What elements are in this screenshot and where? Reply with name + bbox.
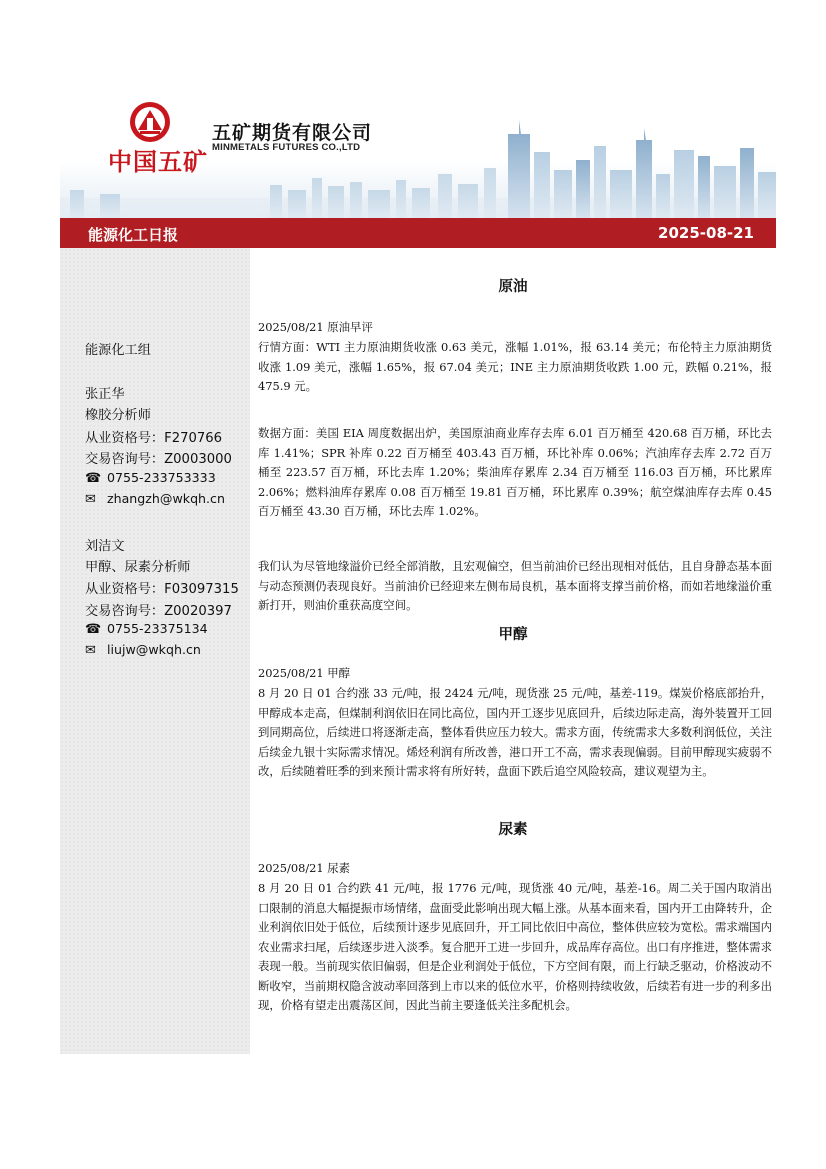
analyst-name: 刘洁文 [85, 539, 125, 554]
analyst-email-address[interactable]: liujw@wkqh.cn [107, 642, 201, 657]
analyst-email[interactable] [85, 491, 225, 507]
crude-oil-data-paragraph: 数据方面：美国 EIA 周度数据出炉，美国原油商业库存去库 6.01 百万桶至 420.68 百万桶，环比去库 1.41%；SPR 补库 0.22 百万桶至 403.43 百万桶，环比补库 0.06%；汽油库存去库 2.72 百万桶至 223.57 百万桶，环比去库 1.20%；柴油库存累库 2.34 百万桶至 116.03 百万桶，环比累库 2.06%；燃料油库存累库 0.08 百万桶至 19.81 百万桶，环比累库 0.39%；航空煤油库存去库 0.45 百万桶至 43.30 百万桶，环比去库 1.02%。 [258, 426, 772, 518]
report-body [250, 248, 776, 1054]
envelope-icon: ✉ [85, 492, 96, 507]
phone-icon: ☎ [85, 622, 102, 637]
section-title-crude-oil: 原油 [498, 279, 528, 295]
envelope-icon: ✉ [85, 643, 96, 658]
report-title-bar [60, 218, 776, 248]
urea-paragraph: 8 月 20 日 01 合约跌 41 元/吨，报 1776 元/吨，现货涨 40 元/吨，基差-16。周二关于国内取消出口限制的消息大幅提振市场情绪，盘面受此影响出现大幅上涨。从基本面来看，国内开工由降转升，企业利润依旧处于低位，后续预计逐步见底回升，开工同比依旧中高位，整体供应较为宽松。需求端国内农业需求扫尾，后续逐步进入淡季。复合肥开工进一步回升，成品库存高位。出口有序推进，整体需求表现一般。当前现实依旧偏弱，但是企业利润处于低位，下方空间有限，而上行缺乏驱动，价格波动不断收窄，当前期权隐含波动率回落到上市以来的低位水平，价格则持续收敛，后续若有进一步的利多出现，价格有望走出震荡区间，因此当前主要逢低关注多配机会。 [258, 881, 772, 1012]
analyst-role: 橡胶分析师 [85, 408, 151, 423]
analyst-consult-number: 交易咨询号：Z0020397 [85, 604, 232, 619]
methanol-paragraph: 8 月 20 日 01 合约涨 33 元/吨，报 2424 元/吨，现货涨 25 元/吨，基差-119。煤炭价格底部抬升，甲醇成本走高，但煤制利润依旧在同比高位，国内开工逐步见底回升，后续边际走高，海外装置开工回到同期高位，后续进口将逐渐走高，整体看供应压力较大。需求方面，传统需求大多数利润低位，关注后续金九银十实际需求情况。烯烃利润有所改善，港口开工不高，需求表现偏弱。目前甲醇现实疲弱不改，后续随着旺季的到来预计需求将有所好转，盘面下跌后追空风险较高，建议观望为主。 [258, 686, 772, 778]
phone-icon: ☎ [85, 471, 102, 486]
analyst-qualification: 从业资格号：F03097315 [85, 582, 239, 597]
logo-wordmark: 中国五矿 [108, 148, 208, 176]
report-header [60, 90, 776, 218]
company-name-en: MINMETALS FUTURES CO.,LTD [212, 142, 361, 153]
analyst-phone-number: 0755-23375134 [107, 621, 208, 636]
analyst-phone-number: 0755-233753333 [107, 470, 216, 485]
section-dateline: 2025/08/21 原油早评 [258, 320, 373, 334]
analyst-sidebar [60, 248, 250, 1054]
company-name-cn: 五矿期货有限公司 [212, 122, 373, 144]
analyst-qualification: 从业资格号：F270766 [85, 431, 223, 446]
analyst-email[interactable] [85, 642, 201, 658]
analyst-phone [85, 470, 216, 486]
crude-oil-market-paragraph: 行情方面：WTI 主力原油期货收涨 0.63 美元，涨幅 1.01%，报 63.14 美元；布伦特主力原油期货收涨 1.09 美元，涨幅 1.65%，报 67.04 美元；INE 主力原油期货收跌 1.00 元，跌幅 0.21%，报 475.9 元。 [258, 340, 772, 393]
analyst-email-address[interactable]: zhangzh@wkqh.cn [107, 491, 225, 506]
minmetals-emblem-logo [126, 100, 174, 144]
report-date: 2025-08-21 [658, 224, 754, 242]
report-title: 能源化工日报 [88, 226, 179, 244]
analyst-consult-number: 交易咨询号：Z0003000 [85, 452, 232, 467]
section-dateline: 2025/08/21 尿素 [258, 861, 351, 875]
section-title-methanol: 甲醇 [498, 627, 528, 643]
analyst-name: 张正华 [85, 387, 125, 402]
analyst-phone [85, 621, 208, 637]
team-name: 能源化工组 [85, 343, 151, 358]
section-title-urea: 尿素 [498, 822, 528, 838]
analyst-role: 甲醇、尿素分析师 [85, 560, 191, 575]
section-dateline: 2025/08/21 甲醇 [258, 666, 351, 680]
crude-oil-view-paragraph: 我们认为尽管地缘溢价已经全部消散，且宏观偏空，但当前油价已经出现相对低估，且自身静态基本面与动态预测仍表现良好。当前油价已经迎来左侧布局良机，基本面将支撑当前价格，而如若地缘溢价重新打开，则油价重获高度空间。 [258, 559, 772, 612]
